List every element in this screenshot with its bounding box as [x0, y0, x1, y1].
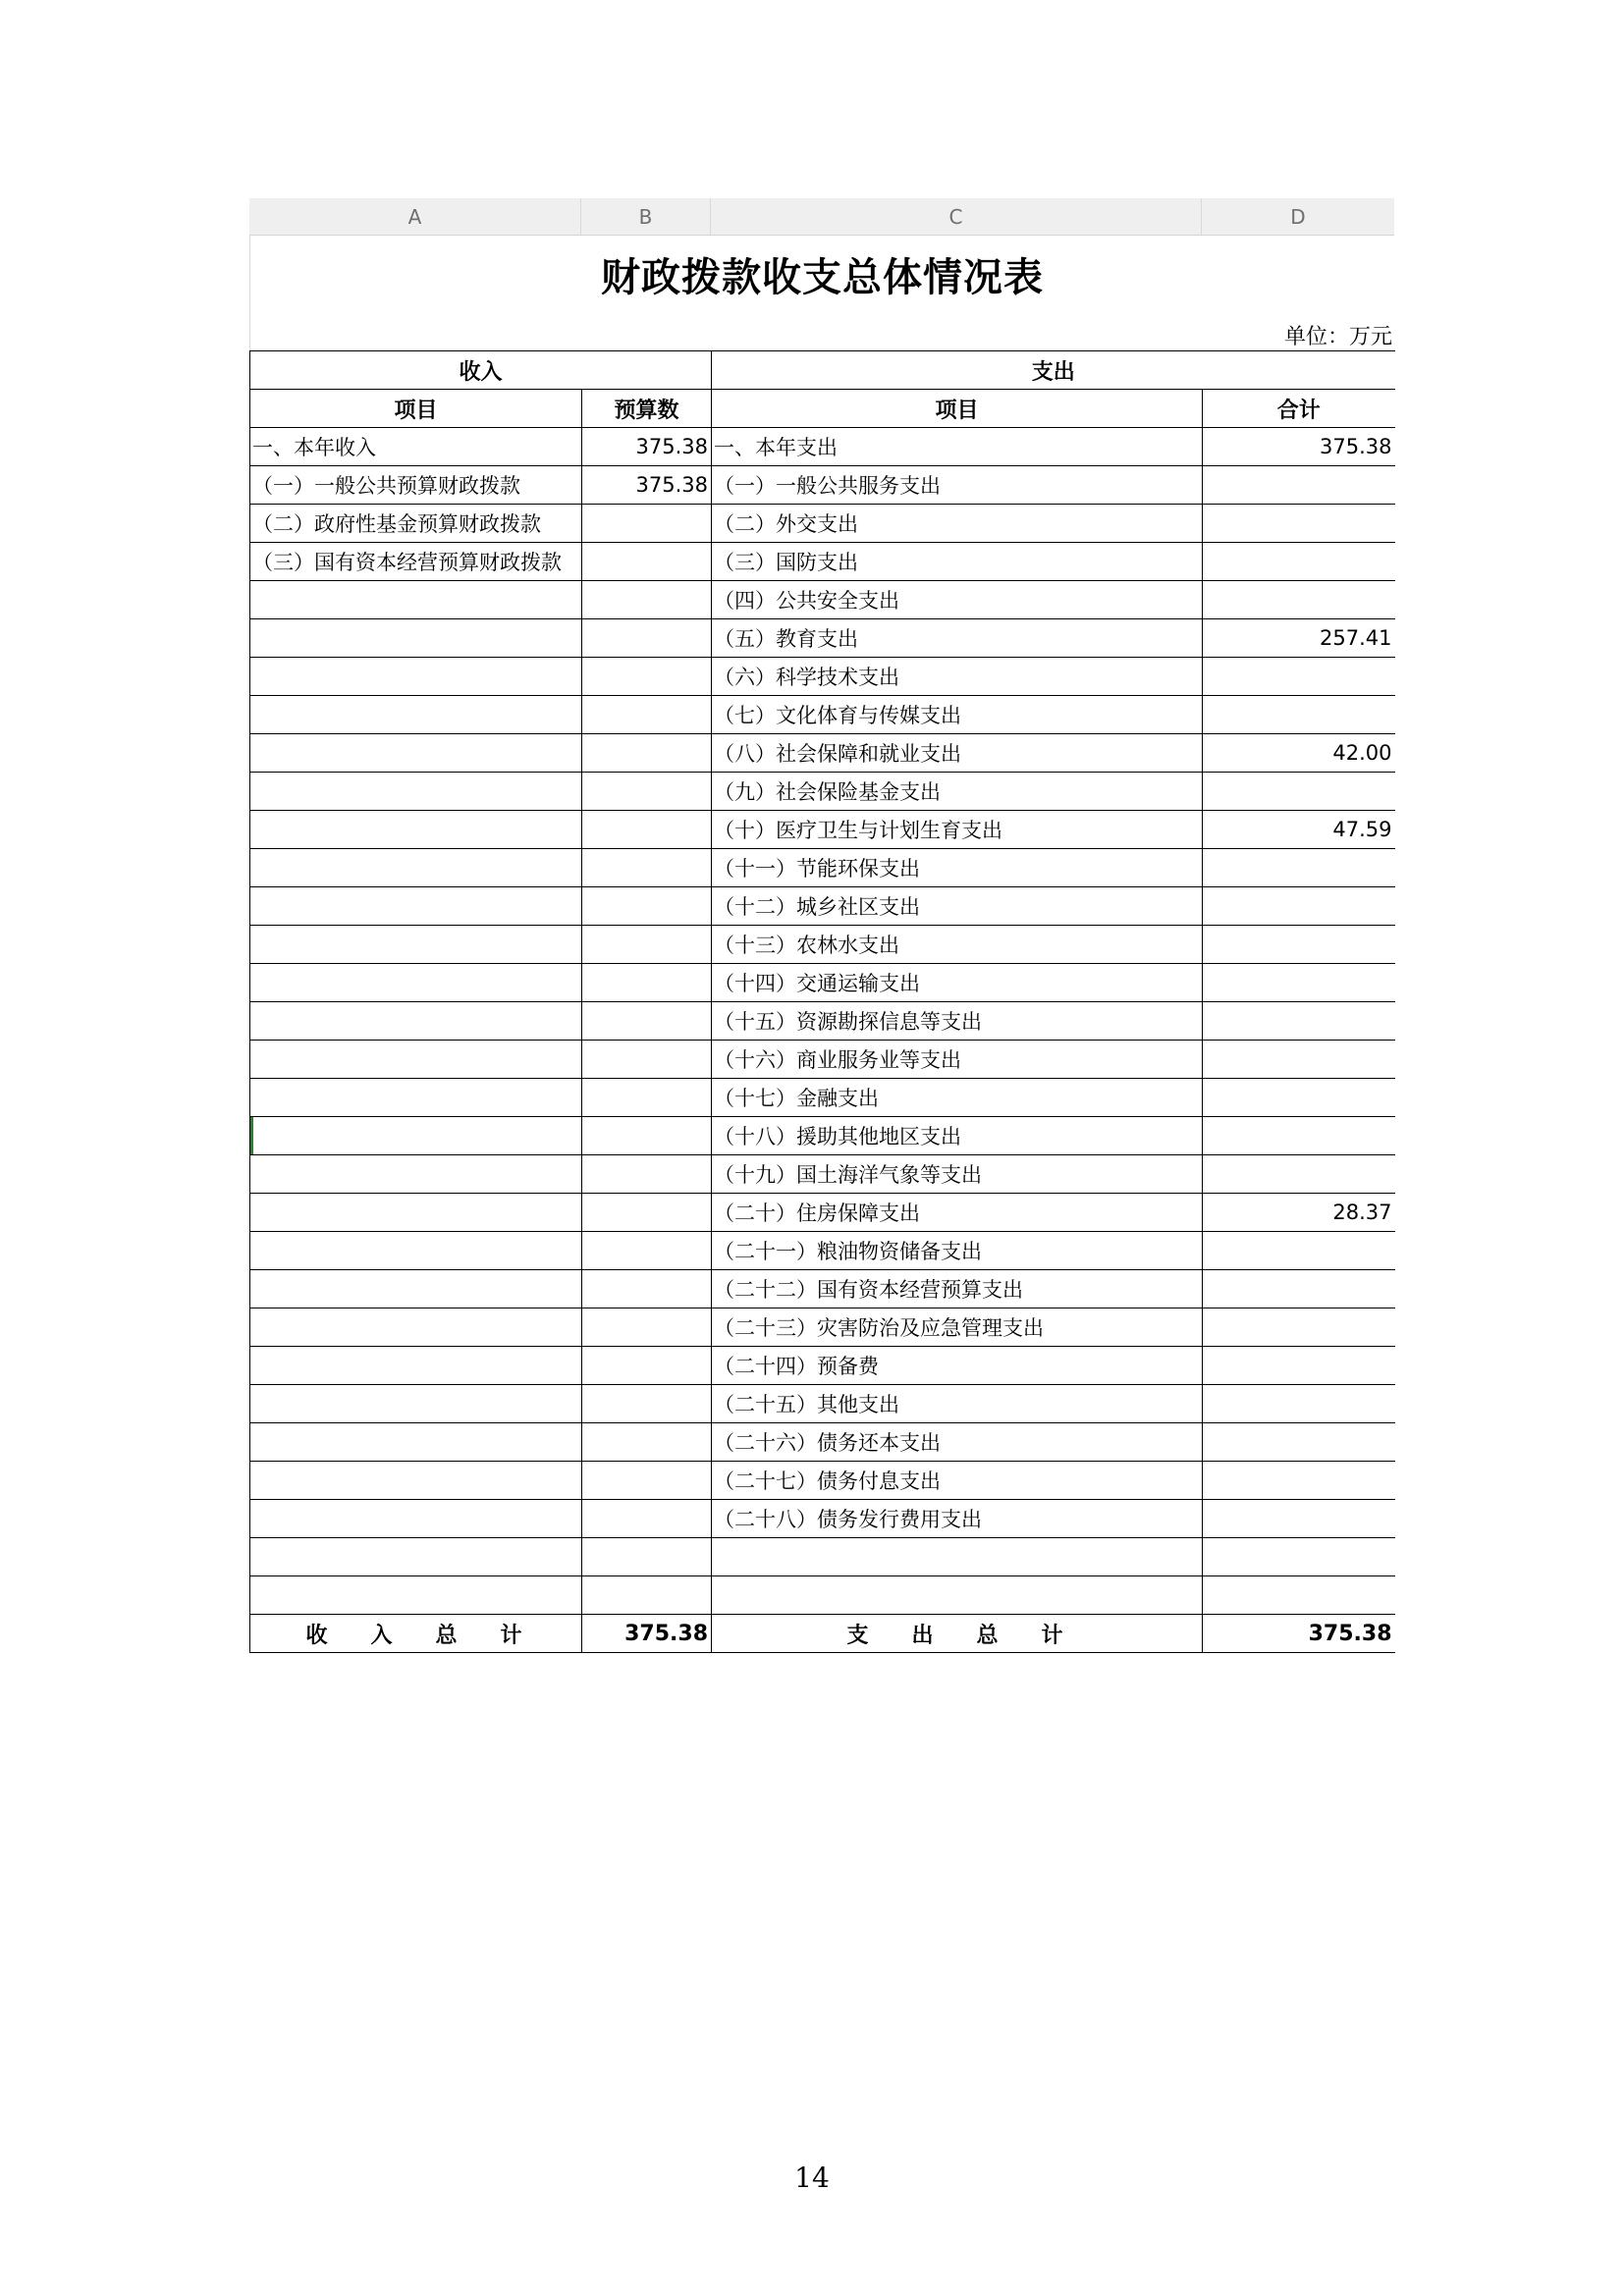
expense-amount-cell[interactable]: [1203, 581, 1395, 619]
column-header-bar: [249, 198, 1394, 236]
expense-item-cell[interactable]: （十三）农林水支出: [712, 926, 1203, 964]
section-header-row: [250, 351, 1395, 390]
expense-item-cell[interactable]: （十四）交通运输支出: [712, 964, 1203, 1002]
budget-amount-cell[interactable]: [582, 1194, 712, 1232]
table-row: [250, 658, 1395, 696]
budget-amount-cell[interactable]: [582, 1538, 712, 1576]
income-item-header[interactable]: 项目: [250, 390, 582, 428]
expense-amount-cell[interactable]: [1203, 1270, 1395, 1308]
income-item-cell[interactable]: （一）一般公共预算财政拨款: [250, 466, 582, 505]
budget-table: [249, 350, 1395, 1653]
income-item-cell[interactable]: [250, 1538, 582, 1576]
budget-amount-cell[interactable]: [582, 964, 712, 1002]
table-row: [250, 811, 1395, 849]
income-header[interactable]: 收入: [250, 351, 712, 390]
expense-amount-cell[interactable]: [1203, 1155, 1395, 1194]
table-row: [250, 1385, 1395, 1423]
expense-item-cell[interactable]: （十）医疗卫生与计划生育支出: [712, 811, 1203, 849]
expense-item-cell[interactable]: （二十七）债务付息支出: [712, 1462, 1203, 1500]
table-row: [250, 1347, 1395, 1385]
table-row: [250, 849, 1395, 887]
table-row: [250, 1270, 1395, 1308]
table-row: [250, 773, 1395, 811]
column-header-c[interactable]: C: [711, 198, 1202, 235]
expense-item-cell[interactable]: （二十一）粮油物资储备支出: [712, 1232, 1203, 1270]
expense-item-cell[interactable]: （二十三）灾害防治及应急管理支出: [712, 1308, 1203, 1347]
expense-item-cell[interactable]: （一）一般公共服务支出: [712, 466, 1203, 505]
income-item-cell[interactable]: [250, 1385, 582, 1423]
expense-item-cell[interactable]: （十七）金融支出: [712, 1079, 1203, 1117]
table-row: [250, 964, 1395, 1002]
table-row: [250, 1155, 1395, 1194]
expense-total-label[interactable]: 支出总计: [712, 1615, 1203, 1653]
expense-item-cell[interactable]: （四）公共安全支出: [712, 581, 1203, 619]
income-item-cell[interactable]: [250, 581, 582, 619]
sub-header-row: [250, 390, 1395, 428]
expense-item-cell[interactable]: [712, 1576, 1203, 1615]
income-item-cell[interactable]: [250, 619, 582, 658]
total-row: [250, 1615, 1395, 1653]
expense-item-cell[interactable]: [712, 1538, 1203, 1576]
income-item-cell[interactable]: [250, 696, 582, 734]
budget-amount-cell[interactable]: [582, 505, 712, 543]
budget-amount-cell[interactable]: [582, 1041, 712, 1079]
table-row: [250, 428, 1395, 466]
expense-amount-cell[interactable]: 257.41: [1203, 619, 1395, 658]
income-item-cell[interactable]: [250, 1117, 582, 1155]
budget-amount-cell[interactable]: [582, 1079, 712, 1117]
income-item-cell[interactable]: [250, 1347, 582, 1385]
income-total-label[interactable]: 收入总计: [250, 1615, 582, 1653]
expense-item-cell[interactable]: 一、本年支出: [712, 428, 1203, 466]
column-header-d[interactable]: D: [1290, 204, 1306, 229]
unit-label: 单位：万元: [249, 312, 1394, 350]
table-row: [250, 696, 1395, 734]
budget-amount-cell[interactable]: [582, 887, 712, 926]
income-item-cell[interactable]: [250, 964, 582, 1002]
table-row: [250, 1576, 1395, 1615]
expense-amount-cell[interactable]: [1203, 1423, 1395, 1462]
expense-amount-cell[interactable]: [1203, 1117, 1395, 1155]
income-item-cell[interactable]: [250, 1002, 582, 1041]
table-row: [250, 1041, 1395, 1079]
expense-item-cell[interactable]: （八）社会保障和就业支出: [712, 734, 1203, 773]
table-row: [250, 1538, 1395, 1576]
income-item-cell[interactable]: （二）政府性基金预算财政拨款: [250, 505, 582, 543]
expense-item-cell[interactable]: （十八）援助其他地区支出: [712, 1117, 1203, 1155]
budget-amount-cell[interactable]: [582, 811, 712, 849]
budget-amount-cell[interactable]: [582, 1155, 712, 1194]
expense-amount-cell[interactable]: [1203, 1079, 1395, 1117]
income-item-cell[interactable]: [250, 926, 582, 964]
spreadsheet: [249, 198, 1394, 1653]
expense-amount-cell[interactable]: [1203, 887, 1395, 926]
expense-item-cell[interactable]: （二）外交支出: [712, 505, 1203, 543]
expense-amount-cell[interactable]: [1203, 1308, 1395, 1347]
income-item-cell[interactable]: [250, 849, 582, 887]
budget-amount-cell[interactable]: [582, 1308, 712, 1347]
budget-amount-cell[interactable]: [582, 926, 712, 964]
income-item-cell[interactable]: [250, 1041, 582, 1079]
income-item-cell[interactable]: （三）国有资本经营预算财政拨款: [250, 543, 582, 581]
table-row: [250, 1462, 1395, 1500]
table-row: [250, 581, 1395, 619]
expense-amount-cell[interactable]: [1203, 1576, 1395, 1615]
table-row: [250, 926, 1395, 964]
table-row: [250, 1308, 1395, 1347]
expense-item-cell[interactable]: （五）教育支出: [712, 619, 1203, 658]
expense-item-cell[interactable]: （二十五）其他支出: [712, 1385, 1203, 1423]
expense-item-header[interactable]: 项目: [712, 390, 1203, 428]
table-row: [250, 1117, 1395, 1155]
table-row: [250, 1079, 1395, 1117]
expense-amount-cell[interactable]: [1203, 1002, 1395, 1041]
expense-amount-cell[interactable]: [1203, 926, 1395, 964]
expense-item-cell[interactable]: （九）社会保险基金支出: [712, 773, 1203, 811]
expense-item-cell[interactable]: （十五）资源勘探信息等支出: [712, 1002, 1203, 1041]
budget-amount-cell[interactable]: [582, 619, 712, 658]
expense-item-cell[interactable]: （二十二）国有资本经营预算支出: [712, 1270, 1203, 1308]
budget-amount-cell[interactable]: [582, 658, 712, 696]
budget-amount-cell[interactable]: [582, 696, 712, 734]
column-header-a[interactable]: A: [249, 198, 581, 235]
column-header-b[interactable]: B: [581, 198, 711, 235]
budget-amount-cell[interactable]: [582, 1347, 712, 1385]
page-number: 14: [794, 2162, 830, 2194]
expense-amount-cell[interactable]: [1203, 658, 1395, 696]
income-item-cell[interactable]: [250, 1576, 582, 1615]
expense-amount-cell[interactable]: 42.00: [1203, 734, 1395, 773]
expense-amount-cell[interactable]: [1203, 1538, 1395, 1576]
income-item-cell[interactable]: [250, 811, 582, 849]
expense-item-cell[interactable]: （十六）商业服务业等支出: [712, 1041, 1203, 1079]
income-item-cell[interactable]: [250, 1155, 582, 1194]
budget-amount-cell[interactable]: [582, 1232, 712, 1270]
table-row: [250, 1002, 1395, 1041]
income-item-cell[interactable]: [250, 773, 582, 811]
income-total-value[interactable]: 375.38: [582, 1615, 712, 1653]
income-item-cell[interactable]: [250, 1308, 582, 1347]
table-row: [250, 1232, 1395, 1270]
income-item-cell[interactable]: [250, 1232, 582, 1270]
table-row: [250, 466, 1395, 505]
budget-amount-cell[interactable]: [582, 543, 712, 581]
expense-item-cell[interactable]: （二十八）债务发行费用支出: [712, 1500, 1203, 1538]
expense-header[interactable]: 支出: [712, 351, 1395, 390]
income-item-cell[interactable]: [250, 1462, 582, 1500]
budget-amount-cell[interactable]: [582, 849, 712, 887]
budget-amount-cell[interactable]: [582, 1462, 712, 1500]
expense-amount-cell[interactable]: [1203, 849, 1395, 887]
expense-amount-cell[interactable]: 47.59: [1203, 811, 1395, 849]
expense-amount-cell[interactable]: [1203, 696, 1395, 734]
table-row: [250, 619, 1395, 658]
budget-amount-cell[interactable]: [582, 1002, 712, 1041]
expense-amount-cell[interactable]: [1203, 505, 1395, 543]
table-row: [250, 887, 1395, 926]
expense-item-cell[interactable]: （十二）城乡社区支出: [712, 887, 1203, 926]
expense-amount-cell[interactable]: [1203, 543, 1395, 581]
expense-amount-cell[interactable]: [1203, 1232, 1395, 1270]
budget-amount-cell[interactable]: [582, 1117, 712, 1155]
table-row: [250, 505, 1395, 543]
expense-amount-cell[interactable]: [1203, 1347, 1395, 1385]
expense-item-cell[interactable]: （十一）节能环保支出: [712, 849, 1203, 887]
budget-amount-cell[interactable]: 375.38: [582, 466, 712, 505]
income-item-cell[interactable]: [250, 734, 582, 773]
budget-amount-cell[interactable]: [582, 1576, 712, 1615]
income-item-cell[interactable]: [250, 1079, 582, 1117]
budget-amount-cell[interactable]: 375.38: [582, 428, 712, 466]
budget-amount-cell[interactable]: [582, 1423, 712, 1462]
table-row: [250, 734, 1395, 773]
income-item-cell[interactable]: [250, 1194, 582, 1232]
budget-amount-header[interactable]: 预算数: [582, 390, 712, 428]
budget-amount-cell[interactable]: [582, 734, 712, 773]
expense-item-cell[interactable]: （二十六）债务还本支出: [712, 1423, 1203, 1462]
budget-amount-cell[interactable]: [582, 773, 712, 811]
expense-amount-cell[interactable]: [1203, 1385, 1395, 1423]
budget-amount-cell[interactable]: [582, 1270, 712, 1308]
expense-item-cell[interactable]: （二十）住房保障支出: [712, 1194, 1203, 1232]
expense-amount-cell[interactable]: [1203, 1462, 1395, 1500]
income-item-cell[interactable]: [250, 1423, 582, 1462]
expense-amount-cell[interactable]: [1203, 773, 1395, 811]
expense-item-cell[interactable]: （十九）国土海洋气象等支出: [712, 1155, 1203, 1194]
table-row: [250, 1194, 1395, 1232]
income-item-cell[interactable]: 一、本年收入: [250, 428, 582, 466]
table-row: [250, 543, 1395, 581]
budget-amount-cell[interactable]: [582, 1385, 712, 1423]
expense-amount-cell[interactable]: [1203, 1041, 1395, 1079]
expense-amount-cell[interactable]: [1203, 466, 1395, 505]
expense-item-cell[interactable]: （二十四）预备费: [712, 1347, 1203, 1385]
expense-item-cell[interactable]: （七）文化体育与传媒支出: [712, 696, 1203, 734]
expense-amount-cell[interactable]: [1203, 964, 1395, 1002]
income-item-cell[interactable]: [250, 1270, 582, 1308]
table-row: [250, 1423, 1395, 1462]
expense-total-value[interactable]: 375.38: [1203, 1615, 1395, 1653]
expense-item-cell[interactable]: （三）国防支出: [712, 543, 1203, 581]
table-row: [250, 1500, 1395, 1538]
expense-item-cell[interactable]: （六）科学技术支出: [712, 658, 1203, 696]
expense-amount-cell[interactable]: 375.38: [1203, 428, 1395, 466]
expense-amount-cell[interactable]: [1203, 1500, 1395, 1538]
expense-amount-cell[interactable]: 28.37: [1203, 1194, 1395, 1232]
income-item-cell[interactable]: [250, 658, 582, 696]
income-item-cell[interactable]: [250, 1500, 582, 1538]
budget-amount-cell[interactable]: [582, 581, 712, 619]
table-title: 财政拨款收支总体情况表: [249, 236, 1394, 312]
total-header[interactable]: 合计: [1203, 390, 1395, 428]
income-item-cell[interactable]: [250, 887, 582, 926]
budget-amount-cell[interactable]: [582, 1500, 712, 1538]
